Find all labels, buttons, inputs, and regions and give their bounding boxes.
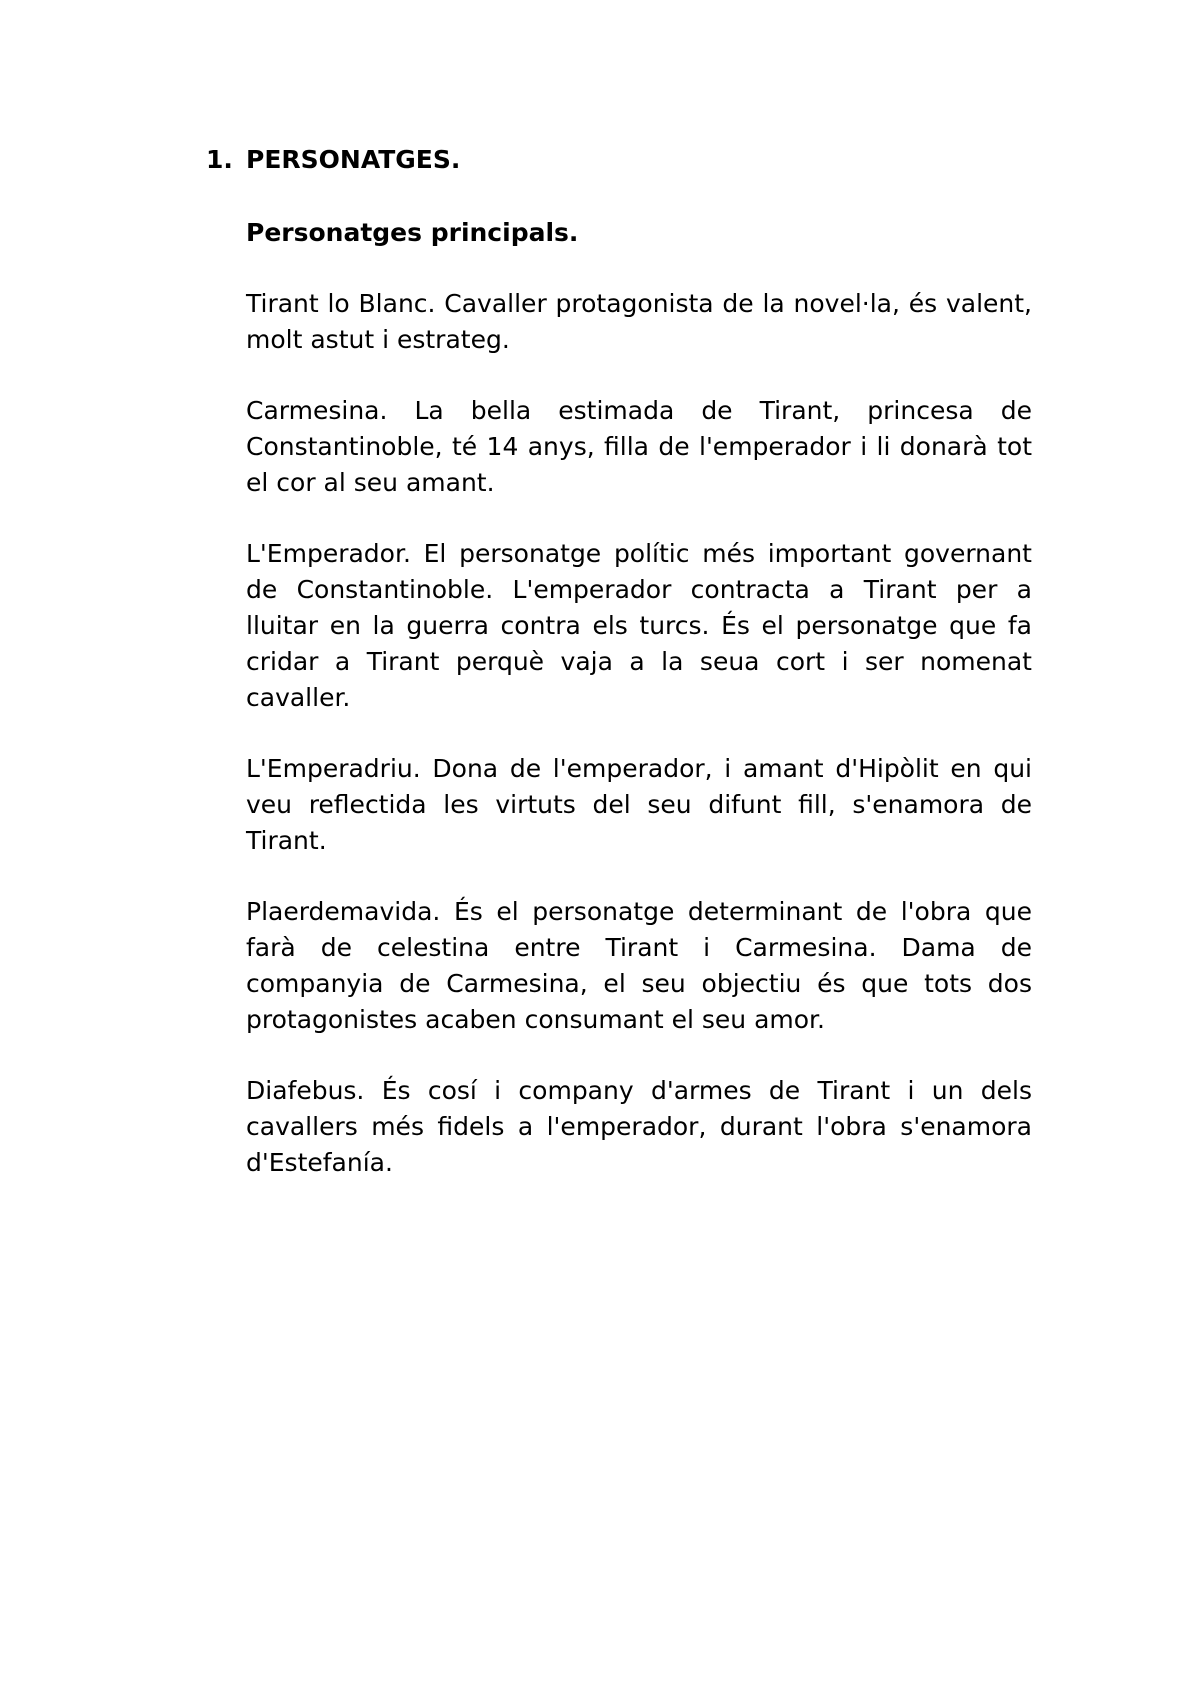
paragraph-plaerdemavida: Plaerdemavida. És el personatge determinant de l'obra que farà de celestina entre Tirant i Carmesina. Dama de companyia de Carmesina, el seu objectiu és que tots dos protagonistes acaben consumant el seu amor.: [246, 897, 1032, 1034]
paragraph-diafebus: Diafebus. És cosí i company d'armes de Tirant i un dels cavallers més fidels a l'emperador, durant l'obra s'enamora d'Estefanía.: [246, 1076, 1032, 1177]
section-content: [246, 215, 1032, 1216]
section-title: PERSONATGES.: [246, 145, 461, 174]
paragraph-emperadriu: L'Emperadriu. Dona de l'emperador, i amant d'Hipòlit en qui veu reflectida les virtuts del seu difunt fill, s'enamora de Tirant.: [246, 754, 1032, 855]
section-number: 1.: [206, 145, 233, 174]
section-heading: [206, 143, 460, 177]
paragraph-emperador: L'Emperador. El personatge polític més important governant de Constantinoble. L'emperador contracta a Tirant per a lluitar en la guerra contra els turcs. És el personatge que fa cridar a Tirant perquè vaja a la seua cort i ser nomenat cavaller.: [246, 539, 1032, 712]
paragraph-tirant: Tirant lo Blanc. Cavaller protagonista de la novel·la, és valent, molt astut i estrateg.: [246, 289, 1032, 354]
paragraph-carmesina: Carmesina. La bella estimada de Tirant, princesa de Constantinoble, té 14 anys, filla de l'emperador i li donarà tot el cor al seu amant.: [246, 396, 1032, 497]
subsection-title: Personatges principals.: [246, 218, 579, 247]
